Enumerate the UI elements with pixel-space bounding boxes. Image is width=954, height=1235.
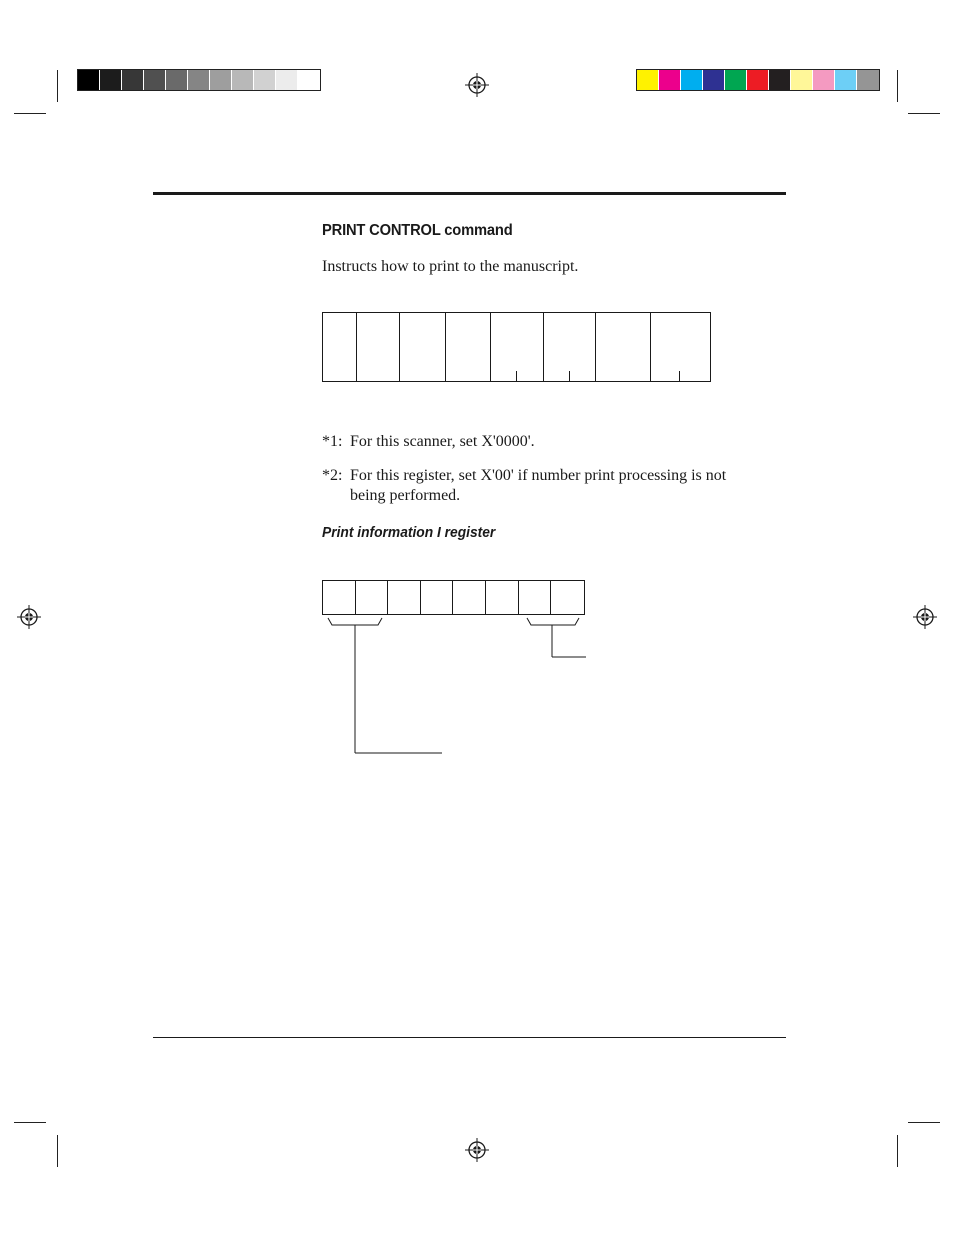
color-swatch: [769, 70, 791, 90]
footnote-2: [322, 466, 726, 506]
registration-mark-bottom-icon: [465, 1138, 489, 1162]
subsection-heading: Print information I register: [322, 524, 496, 541]
crop-mark-bottom-right-v: [897, 1135, 898, 1167]
bit-cell: [421, 581, 454, 614]
color-swatch: [659, 70, 681, 90]
color-swatch: [232, 70, 254, 90]
color-swatch: [681, 70, 703, 90]
bit-cell: [453, 581, 486, 614]
cdb-cell: [651, 313, 710, 381]
bit-cell: [519, 581, 552, 614]
cdb-cell: [323, 313, 357, 381]
cdb-cell: [400, 313, 446, 381]
registration-mark-right-icon: [913, 605, 937, 629]
registration-mark-top-icon: [465, 73, 489, 97]
footnote-text-continued: being performed.: [350, 487, 461, 504]
color-swatch: [166, 70, 188, 90]
color-swatch: [254, 70, 276, 90]
bit-group-leader-lines: [320, 615, 600, 760]
footnote-tick: [679, 371, 680, 381]
color-swatch: [747, 70, 769, 90]
color-swatch: [791, 70, 813, 90]
header-rule: [153, 192, 786, 195]
grayscale-calibration-bar: [77, 69, 321, 91]
bit-cell: [551, 581, 584, 614]
footnote-1: [322, 432, 535, 452]
footnote-marker: *1:: [322, 433, 343, 450]
crop-mark-top-right-v: [897, 70, 898, 102]
color-swatch: [703, 70, 725, 90]
cdb-cell: [446, 313, 491, 381]
color-calibration-bar: [636, 69, 880, 91]
color-swatch: [835, 70, 857, 90]
bit-cell: [356, 581, 389, 614]
color-swatch: [100, 70, 122, 90]
color-swatch: [122, 70, 144, 90]
bit-cell: [388, 581, 421, 614]
intro-text: Instructs how to print to the manuscript.: [322, 258, 579, 275]
color-swatch: [813, 70, 835, 90]
cdb-cell: [357, 313, 400, 381]
color-swatch: [210, 70, 232, 90]
crop-mark-top-right-h: [908, 113, 940, 114]
crop-mark-bottom-left-h: [14, 1122, 46, 1123]
footnote-tick: [569, 371, 570, 381]
color-swatch: [637, 70, 659, 90]
color-swatch: [276, 70, 298, 90]
color-swatch: [298, 70, 320, 90]
bit-cell: [323, 581, 356, 614]
bit-cell: [486, 581, 519, 614]
footnote-text: For this scanner, set X'0000'.: [350, 433, 535, 450]
crop-mark-top-left-h: [14, 113, 46, 114]
color-swatch: [188, 70, 210, 90]
register-bit-table: [322, 580, 585, 615]
crop-mark-bottom-left-v: [57, 1135, 58, 1167]
registration-mark-left-icon: [17, 605, 41, 629]
cdb-cell: [544, 313, 596, 381]
color-swatch: [144, 70, 166, 90]
color-swatch: [78, 70, 100, 90]
color-swatch: [725, 70, 747, 90]
footnote-marker: *2:: [322, 467, 343, 484]
cdb-cell: [596, 313, 651, 381]
cdb-cell: [491, 313, 544, 381]
footnote-text: For this register, set X'00' if number print processing is not: [350, 467, 727, 484]
footer-rule: [153, 1037, 786, 1038]
footnote-tick: [516, 371, 517, 381]
crop-mark-top-left-v: [57, 70, 58, 102]
command-descriptor-block-table: [322, 312, 711, 382]
crop-mark-bottom-right-h: [908, 1122, 940, 1123]
section-heading: PRINT CONTROL command: [322, 222, 513, 239]
color-swatch: [857, 70, 879, 90]
